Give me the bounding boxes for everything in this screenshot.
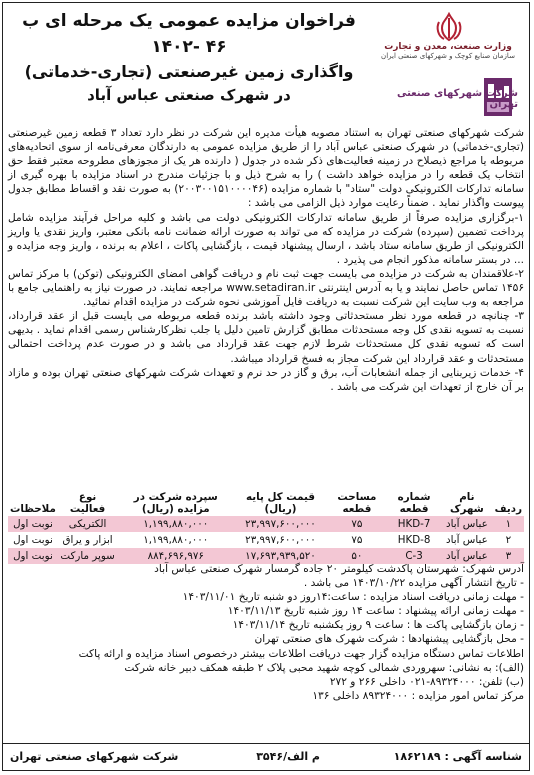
paragraph-clause-3: ۳- چنانچه در قطعه مورد نظر مستحدثاتی وجود داشته باشد برنده قطعه مربوطه می بایست قبل از عقد قرارداد، نسبت به تسویه نقدی کل وجه مستحدثات مطابق گزارش تامین دلیل یا جلب نظرکارشناس رسمی اقدام نماید . بدیهی است که تسویه نقدی کل مستحدثات شرط لازم جهت عقد قرارداد می باشد و در صورت عدم پرداخت احتمالی مستحدثات و عقد قرارداد این شرکت مجاز به فسخ قرارداد میباشد. <box>8 310 524 365</box>
cell-deposit: ۱,۱۹۹,۸۸۰,۰۰۰ <box>117 516 234 532</box>
table-header-row <box>8 490 524 516</box>
town-address: آدرس شهرک: شهرستان پاکدشت کیلومتر ۲۰ جاده گرمسار شهرک صنعتی عباس آباد <box>154 563 524 575</box>
cell-deposit: ۱,۱۹۹,۸۸۰,۰۰۰ <box>117 532 234 548</box>
cell-parcel-no: HKD-7 <box>387 516 441 532</box>
contact-address: (الف): به نشانی: سهروردی شمالی کوچه شهید محبی پلاک ۲ طبقه همکف دبیر خانه شرکت <box>124 661 524 674</box>
cell-row-no: ۲ <box>493 532 524 548</box>
contact-intro: اطلاعات تماس دستگاه مزایده گزار جهت دریافت اطلاعات بیشتر درخصوص اسناد مزایده و ارائه پاکت <box>78 647 524 660</box>
parcels-table <box>8 490 524 564</box>
cell-town: عباس آباد <box>441 548 493 564</box>
publish-date: - تاریخ انتشار آگهی مزایده ۱۴۰۳/۱۰/۲۲ می باشد . <box>303 577 524 590</box>
cell-notes: نوبت اول <box>8 532 58 548</box>
cell-base-price: ۱۷,۶۹۳,۹۳۹,۵۲۰ <box>234 548 327 564</box>
cell-parcel-no: C-3 <box>387 548 441 564</box>
cell-row-no: ۱ <box>493 516 524 532</box>
company-logo-text: شرکت شهرکهای صنعتی تهران <box>396 88 518 110</box>
cell-area: ۷۵ <box>327 532 387 548</box>
ad-code: م الف/۳۵۴۶ <box>256 750 320 763</box>
cell-area: ۵۰ <box>327 548 387 564</box>
document-deadline: - مهلت زمانی دریافت اسناد مزایده : ساعت:۱۴روز دو شنبه تاریخ ۱۴۰۳/۱۱/۰۱ <box>182 591 524 604</box>
auction-details <box>8 562 524 703</box>
paragraph-clause-4: ۴- خدمات زیربنایی از جمله انشعابات آب، برق و گاز در حد نرم و تعهدات شرکت شهرکهای صنعتی تهران بوده و مازاد بر آن خارج از تعهدات این شرکت می باشد . <box>8 366 524 393</box>
col-header-base-price: قیمت کل پایه (ریال) <box>234 490 327 516</box>
contact-phone: (ب) تلفن: ۸۹۳۲۴۰۰۰-۰۲۱ داخلی ۲۶۶ و ۲۷۲ <box>329 675 524 688</box>
cell-base-price: ۲۳,۹۹۷,۶۰۰,۰۰۰ <box>234 532 327 548</box>
col-header-town: نام شهرک <box>441 490 493 516</box>
ministry-name: وزارت صنعت، معدن و تجارت <box>384 42 512 52</box>
cell-notes: نوبت اول <box>8 516 58 532</box>
cell-area: ۷۵ <box>327 516 387 532</box>
logos <box>372 10 522 126</box>
cell-row-no: ۳ <box>493 548 524 564</box>
ad-id: شناسه آگهی : ۱۸۶۲۱۸۹ <box>393 750 522 763</box>
cell-deposit: ۸۸۴,۶۹۶,۹۷۶ <box>117 548 234 564</box>
ministry-subtitle: سازمان صنایع کوچک و شهرکهای صنعتی ایران <box>381 52 515 60</box>
paragraph-clause-2: ۲-علاقمندان به شرکت در مزایده می بایست جهت ثبت نام و دریافت گواهی امضای الکترونیکی (توکن) با مرکز تماس ۱۴۵۶ تماس حاصل نمایند و یا به آدرس اینترنتی www.setadiran.ir مراجعه نمایند. در صورت نیاز به راهنمایی جامع با مراجعه به وب سایت این شرکت نسبت به دریافت فایل آموزشی نحوه شرکت در مزایده اقدام نمائید. <box>8 267 525 309</box>
footer-company: شرکت شهرکهای صنعتی تهران <box>10 750 179 763</box>
header <box>6 8 526 126</box>
cell-activity: الکتریکی <box>58 516 117 532</box>
opening-time: - زمان بازگشایی پاکت ها : ساعت ۹ روز یکشنبه تاریخ ۱۴۰۳/۱۱/۱۴ <box>232 619 524 632</box>
call-center: مرکز تماس امور مزایده : ۸۹۳۲۴۰۰۰ داخلی ۱۳۶ <box>312 689 524 702</box>
cell-town: عباس آباد <box>441 532 493 548</box>
table-row <box>8 516 524 532</box>
table-row <box>8 532 524 548</box>
opening-place: - محل بازگشایی پیشنهادها : شرکت شهرک های صنعتی تهران <box>254 633 524 646</box>
announcement-body <box>8 126 524 394</box>
title-block <box>14 8 364 106</box>
paragraph-clause-1: ۱-برگزاری مزایده صرفاً از طریق سامانه تدارکات الکترونیکی دولت می باشد و کلیه مراحل فرآیند مزایده شامل پرداخت تضمین (سپرده) شرکت در مزایده که می تواند به صورت ارائه ضمانت نامه بانکی معتبر، واریز نقدی یا واریز الکترونیکی از طریق سامانه ستاد باشد ، ارسال پیشنهاد قیمت ، بازگشایی پاکات ، اعلام به برنده ، واریز وجه مزایده و ... در بستر سامانه مذکور انجام می پذیرد . <box>8 211 524 266</box>
col-header-deposit: سپرده شرکت در مزایده (ریال) <box>117 490 234 516</box>
cell-base-price: ۲۳,۹۹۷,۶۰۰,۰۰۰ <box>234 516 327 532</box>
col-header-parcel-no: شماره قطعه <box>387 490 441 516</box>
cell-town: عباس آباد <box>441 516 493 532</box>
col-header-activity: نوع فعالیت <box>58 490 117 516</box>
cell-notes: نوبت اول <box>8 548 58 564</box>
col-header-area: مساحت قطعه <box>327 490 387 516</box>
title-line-3: در شهرک صنعتی عباس آباد <box>87 86 291 104</box>
title-line-1: فراخوان مزایده عمومی یک مرحله ای ب ۴۶ -۱۴۰۲ <box>22 11 356 57</box>
cell-activity: ابزار و یراق <box>58 532 117 548</box>
col-header-notes: ملاحظات <box>8 490 58 516</box>
cell-activity: سوپر مارکت <box>58 548 117 564</box>
paragraph-intro: شرکت شهرکهای صنعتی تهران به استناد مصوبه هیأت مدیره این شرکت در نظر دارد تعداد ۳ قطعه زمین غیرصنعتی (تجاری-خدماتی) در شهرک صنعتی عباس آباد را از طریق مزایده عمومی به دارندگان معرفی‌نامه از سوی اتحادیه‌های مربوطه یا مراجع ذیصلاح در زمینه فعالیت‌های ذکر شده در جدول ( دارنده هر یک از مجوزهای مطروحه معتبر فقط حق انتخاب یک قطعه را در مزایده خواهد داشت ) را به شرح ذیل و با جزئیات مندرج در اسناد مزایده با بهره گیری از سامانه تدارکات الکترونیکی دولت "ستاد" با شماره مزایده (۲۰۰۳۰۰۱۵۱۰۰۰۰۴۶) به صورت نقد و اقساط مطابق جدول پیوست واگذار نماید . ضمناً رعایت موارد ذیل الزامی می باشد : <box>8 127 524 210</box>
col-header-row-no: ردیف <box>493 490 524 516</box>
footer <box>2 743 530 771</box>
cell-parcel-no: HKD-8 <box>387 532 441 548</box>
iran-emblem-icon <box>432 12 466 42</box>
bid-deadline: - مهلت زمانی ارائه پیشنهاد : ساعت ۱۴ روز شنبه تاریخ ۱۴۰۳/۱۱/۱۳ <box>227 605 524 618</box>
title-line-2: واگذاری زمین غیرصنعتی (تجاری-خدماتی) <box>24 62 354 81</box>
ministry-label <box>374 42 522 60</box>
